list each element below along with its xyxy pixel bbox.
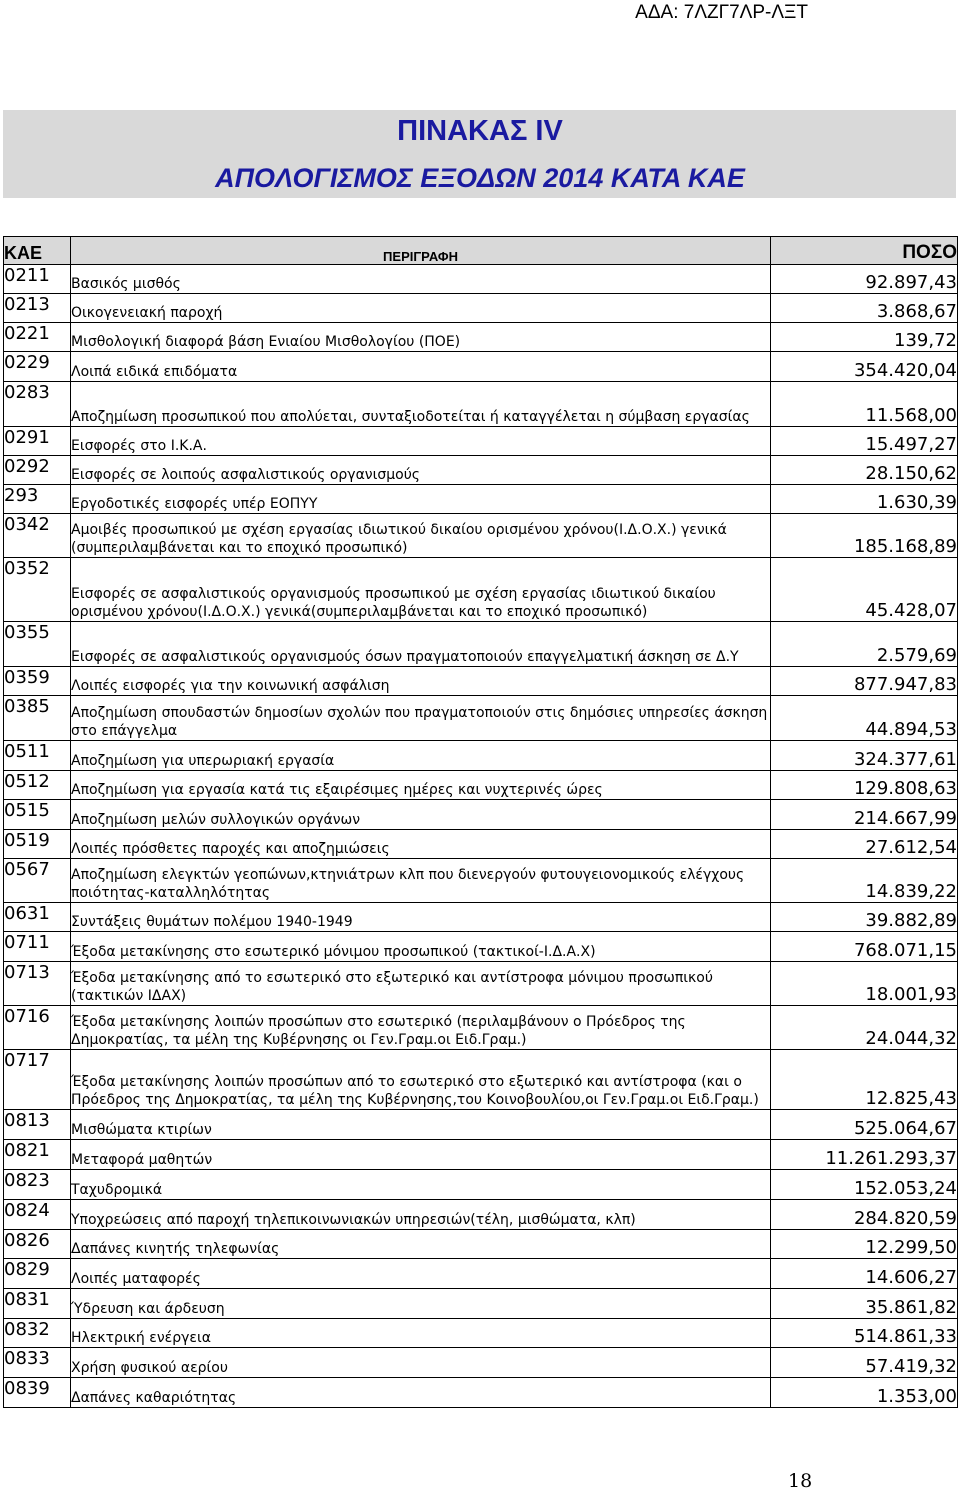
row-amount: 284.820,59: [771, 1200, 958, 1230]
row-code: 0355: [4, 622, 71, 667]
table-row: [4, 1289, 958, 1319]
row-description: Εισφορές σε ασφαλιστικούς οργανισμούς όσων πραγματοποιούν επαγγελματική άσκηση σε Δ.Υ: [71, 622, 771, 667]
row-description: Λοιπές εισφορές για την κοινωνική ασφάλιση: [71, 667, 771, 696]
table-row: [4, 323, 958, 352]
row-description: Υποχρεώσεις από παροχή τηλεπικοινωνιακών υπηρεσιών(τέλη, μισθώματα, κλπ): [71, 1200, 771, 1230]
table-row: [4, 1110, 958, 1140]
table-row: [4, 294, 958, 323]
row-amount: 1.353,00: [771, 1378, 958, 1408]
row-description: Βασικός μισθός: [71, 265, 771, 294]
table-row: [4, 696, 958, 741]
row-code: 0292: [4, 456, 71, 485]
row-amount: 24.044,32: [771, 1006, 958, 1050]
row-code: 0711: [4, 932, 71, 962]
row-description: Ταχυδρομικά: [71, 1170, 771, 1200]
row-description: Δαπάνες κινητής τηλεφωνίας: [71, 1230, 771, 1259]
row-description: Αμοιβές προσωπικού με σχέση εργασίας ιδιωτικού δικαίου ορισμένου χρόνου(Ι.Δ.Ο.Χ.) γενικά (συμπεριλαμβάνεται και το εποχικό προσωπικό): [71, 514, 771, 558]
row-code: 0826: [4, 1230, 71, 1259]
row-code: 0716: [4, 1006, 71, 1050]
table-row: [4, 830, 958, 859]
row-amount: 14.606,27: [771, 1259, 958, 1289]
row-description: Αποζημίωση σπουδαστών δημοσίων σχολών που πραγματοποιούν στις δημόσιες υπηρεσίες άσκηση στο επάγγελμα: [71, 696, 771, 741]
row-description: Ηλεκτρική ενέργεια: [71, 1319, 771, 1348]
row-description: Μισθολογική διαφορά βάση Ενιαίου Μισθολογίου (ΠΟΕ): [71, 323, 771, 352]
header-amount: ΠΟΣΟ: [771, 237, 958, 265]
row-amount: 15.497,27: [771, 427, 958, 456]
table-row: [4, 1378, 958, 1408]
row-description: Αποζημίωση προσωπικού που απολύεται, συνταξιοδοτείται ή καταγγέλεται η σύμβαση εργασίας: [71, 382, 771, 427]
table-row: [4, 622, 958, 667]
row-code: 0221: [4, 323, 71, 352]
row-code: 0832: [4, 1319, 71, 1348]
table-row: [4, 485, 958, 514]
row-code: 0211: [4, 265, 71, 294]
table-row: [4, 1170, 958, 1200]
row-code: 293: [4, 485, 71, 514]
page-number: 18: [788, 1470, 813, 1492]
row-code: 0342: [4, 514, 71, 558]
table-row: [4, 265, 958, 294]
row-amount: 11.261.293,37: [771, 1140, 958, 1170]
row-amount: 2.579,69: [771, 622, 958, 667]
row-description: Έξοδα μετακίνησης από το εσωτερικό στο εξωτερικό και αντίστροφα μόνιμου προσωπικού (τακτικών ΙΔΑΧ): [71, 962, 771, 1006]
table-row: [4, 382, 958, 427]
row-amount: 39.882,89: [771, 903, 958, 932]
row-amount: 1.630,39: [771, 485, 958, 514]
row-amount: 12.825,43: [771, 1050, 958, 1110]
row-amount: 877.947,83: [771, 667, 958, 696]
table-row: [4, 1006, 958, 1050]
row-code: 0713: [4, 962, 71, 1006]
row-code: 0291: [4, 427, 71, 456]
row-amount: 324.377,61: [771, 741, 958, 771]
table-row: [4, 1140, 958, 1170]
row-amount: 3.868,67: [771, 294, 958, 323]
row-amount: 139,72: [771, 323, 958, 352]
row-description: Αποζημίωση ελεγκτών γεοπώνων,κτηνιάτρων κλπ που διενεργούν φυτουγειονομικούς ελέγχους ποιότητας-καταλληλότητας: [71, 859, 771, 903]
table-row: [4, 903, 958, 932]
row-code: 0229: [4, 352, 71, 382]
row-amount: 214.667,99: [771, 800, 958, 830]
table-number-title: ΠΙΝΑΚΑΣ IV: [397, 115, 563, 147]
row-code: 0824: [4, 1200, 71, 1230]
row-amount: 44.894,53: [771, 696, 958, 741]
row-description: Εισφορές στο Ι.Κ.Α.: [71, 427, 771, 456]
row-code: 0831: [4, 1289, 71, 1319]
row-description: Εισφορές σε λοιπούς ασφαλιστικούς οργανισμούς: [71, 456, 771, 485]
row-description: Μεταφορά μαθητών: [71, 1140, 771, 1170]
row-amount: 514.861,33: [771, 1319, 958, 1348]
row-amount: 152.053,24: [771, 1170, 958, 1200]
row-amount: 27.612,54: [771, 830, 958, 859]
table-row: [4, 667, 958, 696]
row-code: 0511: [4, 741, 71, 771]
row-amount: 57.419,32: [771, 1348, 958, 1378]
table-row: [4, 514, 958, 558]
table-row: [4, 1230, 958, 1259]
table-row: [4, 962, 958, 1006]
row-code: 0519: [4, 830, 71, 859]
row-code: 0283: [4, 382, 71, 427]
row-description: Αποζημίωση για εργασία κατά τις εξαιρέσιμες ημέρες και νυχτερινές ώρες: [71, 771, 771, 800]
row-description: Έξοδα μετακίνησης λοιπών προσώπων στο εσωτερικό (περιλαμβάνουν ο Πρόεδρος της Δημοκρατίας, τα μέλη της Κυβέρνησης οι Γεν.Γραμ.οι Ειδ.Γραμ.): [71, 1006, 771, 1050]
row-description: Έξοδα μετακίνησης λοιπών προσώπων από το εσωτερικό στο εξωτερικό και αντίστροφα (και ο Πρόεδρος της Δημοκρατίας, τα μέλη της Κυβέρνησης,του Κοινοβουλίου,οι Γεν.Γραμ.οι Ειδ.Γραμ.): [71, 1050, 771, 1110]
row-description: Έξοδα μετακίνησης στο εσωτερικό μόνιμου προσωπικού (τακτικοί-Ι.Δ.Α.Χ): [71, 932, 771, 962]
header-description: ΠΕΡΙΓΡΑΦΗ: [71, 237, 771, 265]
row-code: 0833: [4, 1348, 71, 1378]
row-description: Εργοδοτικές εισφορές υπέρ ΕΟΠΥΥ: [71, 485, 771, 514]
row-code: 0515: [4, 800, 71, 830]
row-amount: 11.568,00: [771, 382, 958, 427]
row-code: 0385: [4, 696, 71, 741]
row-description: Συντάξεις θυμάτων πολέμου 1940-1949: [71, 903, 771, 932]
row-code: 0717: [4, 1050, 71, 1110]
row-amount: 35.861,82: [771, 1289, 958, 1319]
row-description: Μισθώματα κτιρίων: [71, 1110, 771, 1140]
row-amount: 354.420,04: [771, 352, 958, 382]
row-amount: 18.001,93: [771, 962, 958, 1006]
row-amount: 28.150,62: [771, 456, 958, 485]
row-description: Ύδρευση και άρδευση: [71, 1289, 771, 1319]
row-description: Λοιπές ματαφορές: [71, 1259, 771, 1289]
row-description: Λοιπά ειδικά επιδόματα: [71, 352, 771, 382]
table-row: [4, 1200, 958, 1230]
row-code: 0631: [4, 903, 71, 932]
expenses-table: [3, 236, 958, 1408]
table-row: [4, 1050, 958, 1110]
table-row: [4, 1259, 958, 1289]
row-amount: 768.071,15: [771, 932, 958, 962]
table-row: [4, 932, 958, 962]
row-code: 0352: [4, 558, 71, 622]
table-row: [4, 558, 958, 622]
table-row: [4, 800, 958, 830]
table-row: [4, 1319, 958, 1348]
table-row: [4, 859, 958, 903]
row-code: 0567: [4, 859, 71, 903]
row-amount: 129.808,63: [771, 771, 958, 800]
row-code: 0823: [4, 1170, 71, 1200]
row-code: 0813: [4, 1110, 71, 1140]
row-amount: 14.839,22: [771, 859, 958, 903]
table-row: [4, 352, 958, 382]
row-amount: 525.064,67: [771, 1110, 958, 1140]
row-description: Οικογενειακή παροχή: [71, 294, 771, 323]
row-code: 0839: [4, 1378, 71, 1408]
table-row: [4, 427, 958, 456]
table-subtitle: ΑΠΟΛΟΓΙΣΜΟΣ ΕΞΟΔΩΝ 2014 ΚΑΤΑ ΚΑΕ: [215, 163, 745, 193]
row-amount: 45.428,07: [771, 558, 958, 622]
row-description: Εισφορές σε ασφαλιστικούς οργανισμούς προσωπικού με σχέση εργασίας ιδιωτικού δικαίου ορισμένου χρόνου(Ι.Δ.Ο.Χ.) γενικά(συμπεριλαμβάνεται και το εποχικό προσωπικό): [71, 558, 771, 622]
row-code: 0512: [4, 771, 71, 800]
row-code: 0821: [4, 1140, 71, 1170]
ada-code: ΑΔΑ: 7ΛΖΓ7ΛΡ-ΛΞΤ: [635, 2, 808, 23]
table-row: [4, 456, 958, 485]
row-description: Αποζημίωση μελών συλλογικών οργάνων: [71, 800, 771, 830]
row-amount: 92.897,43: [771, 265, 958, 294]
row-amount: 185.168,89: [771, 514, 958, 558]
row-description: Λοιπές πρόσθετες παροχές και αποζημιώσεις: [71, 830, 771, 859]
table-row: [4, 741, 958, 771]
row-description: Αποζημίωση για υπερωριακή εργασία: [71, 741, 771, 771]
row-description: Δαπάνες καθαριότητας: [71, 1378, 771, 1408]
table-row: [4, 1348, 958, 1378]
header-code: ΚΑΕ: [4, 237, 71, 265]
row-amount: 12.299,50: [771, 1230, 958, 1259]
row-code: 0359: [4, 667, 71, 696]
row-code: 0213: [4, 294, 71, 323]
row-code: 0829: [4, 1259, 71, 1289]
table-header-row: [4, 237, 958, 265]
table-row: [4, 771, 958, 800]
row-description: Χρήση φυσικού αερίου: [71, 1348, 771, 1378]
